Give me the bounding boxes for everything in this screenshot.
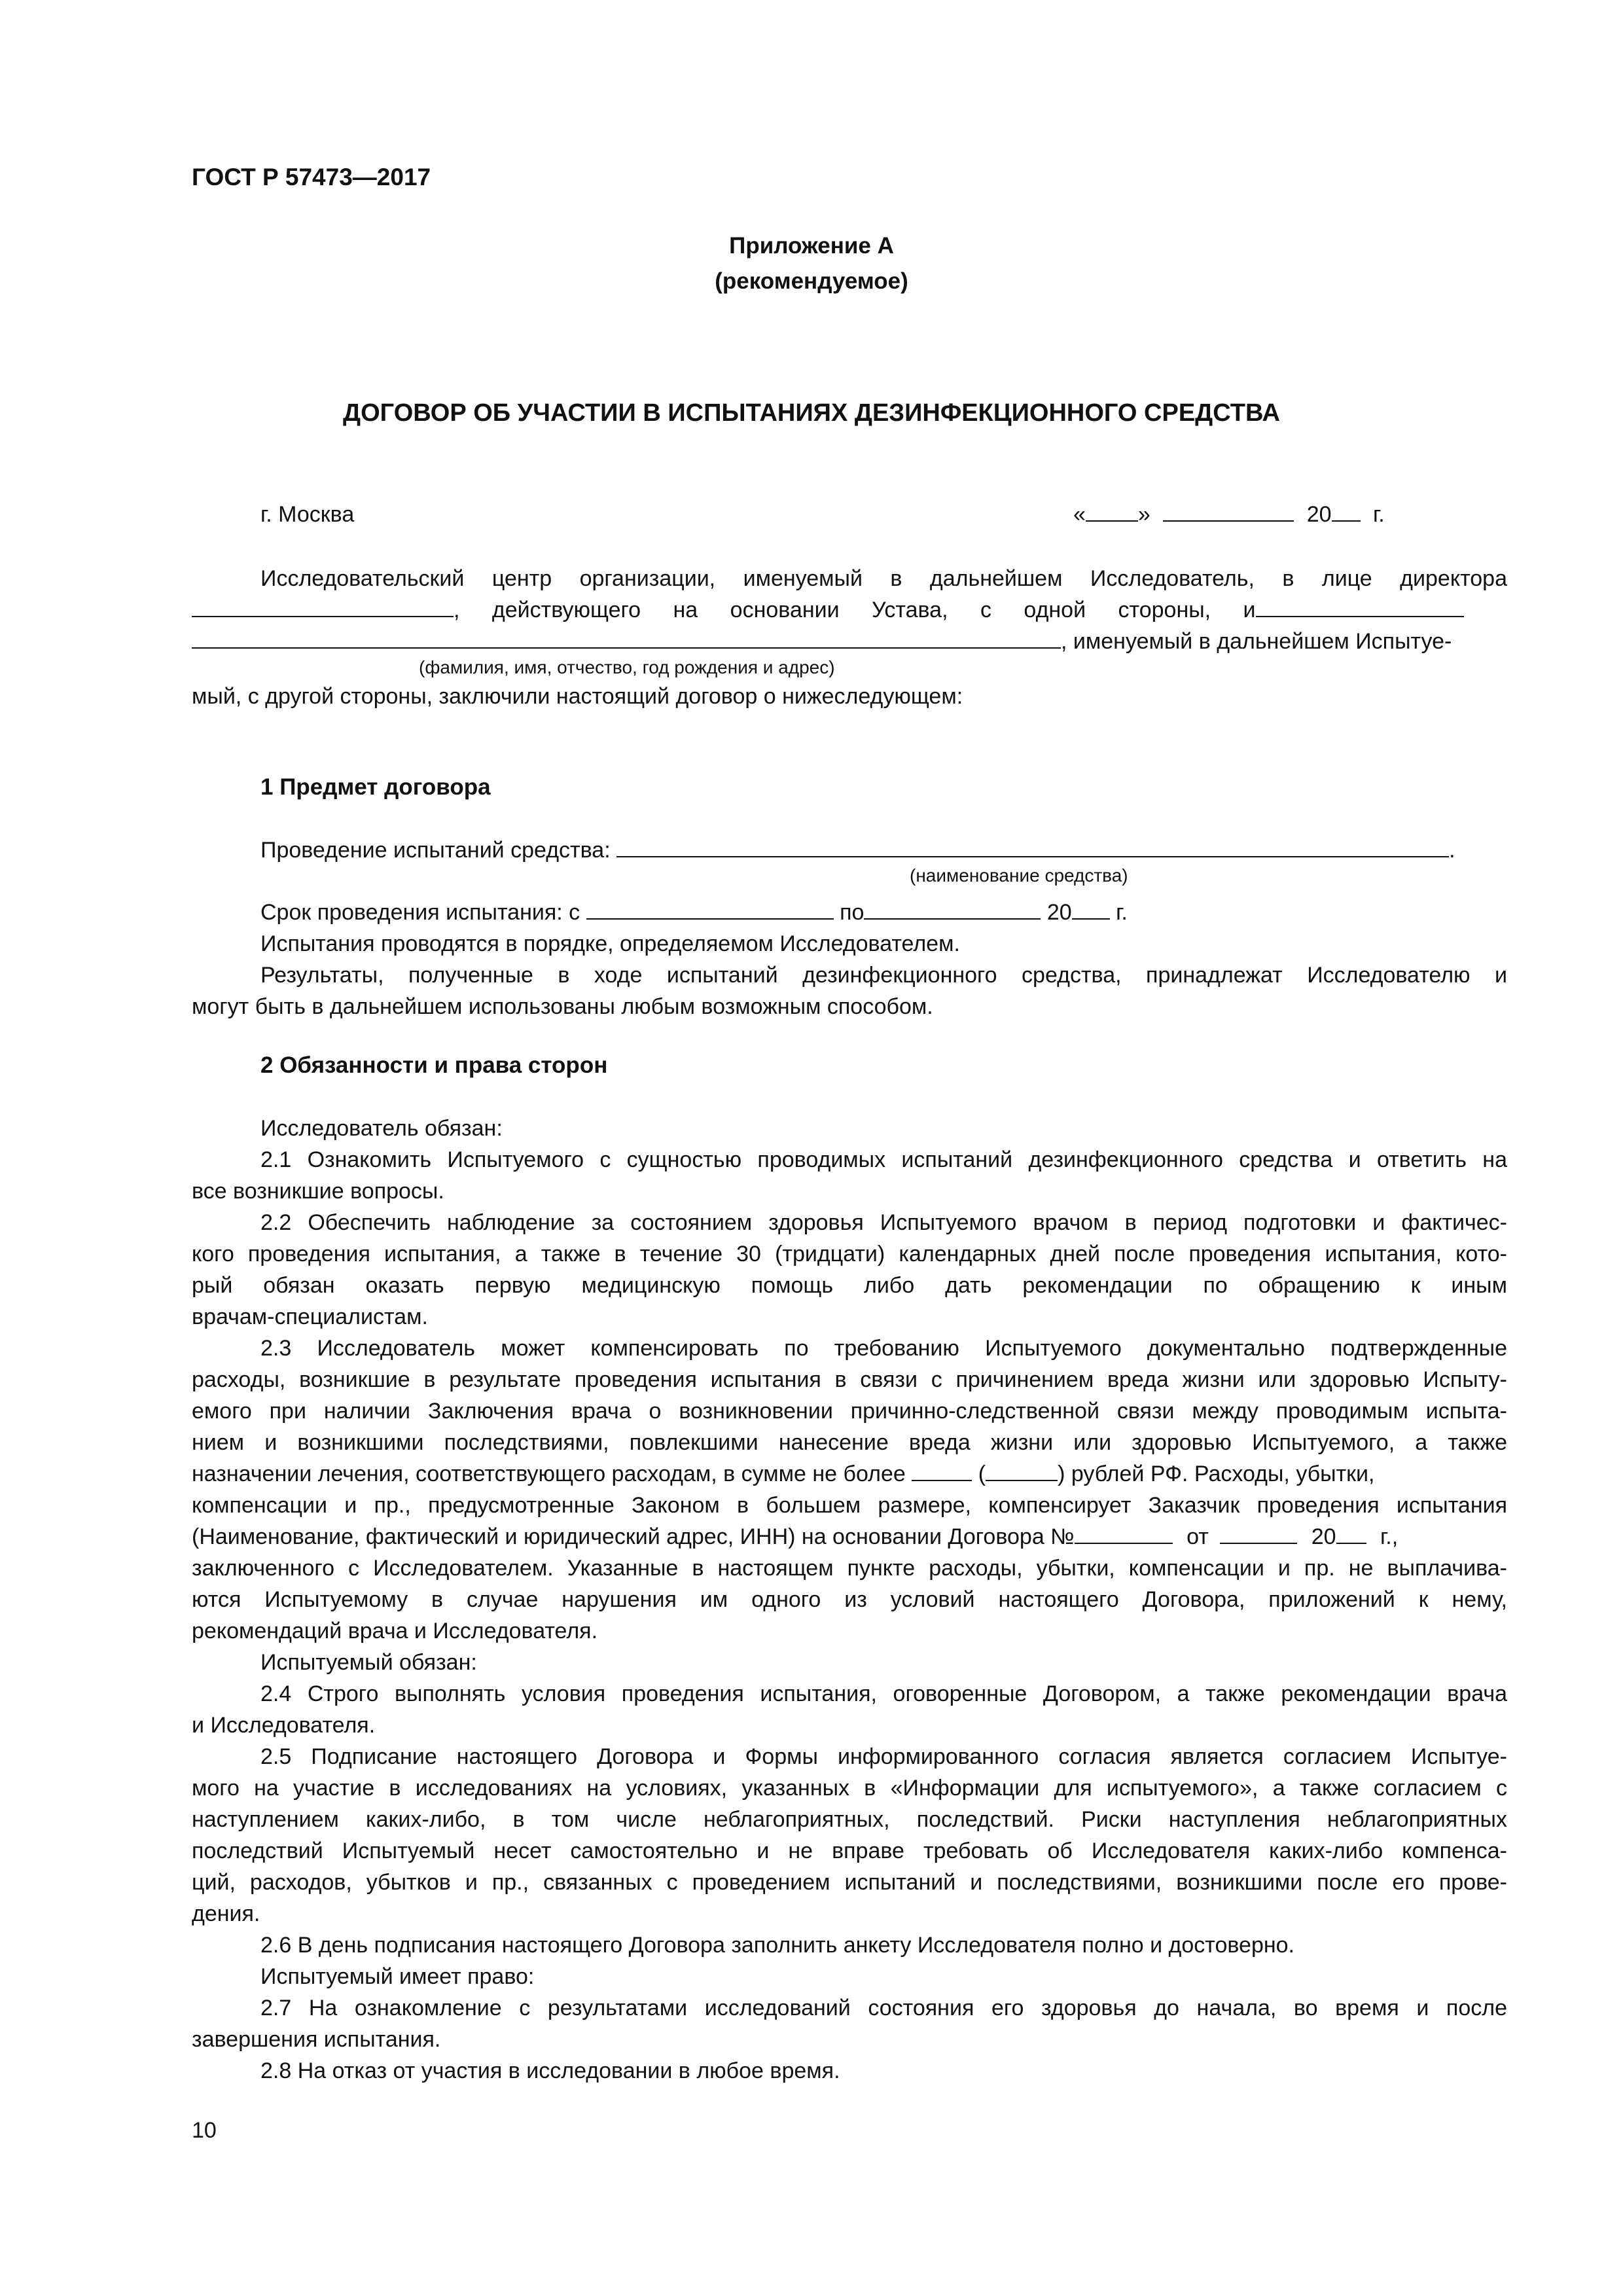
- contract-year-prefix: 20: [1311, 1524, 1336, 1549]
- period-year-blank: [1072, 899, 1110, 920]
- p23-line-1: 2.3 Исследователь может компенсировать по требованию Испытуемого документально подтвержденные: [260, 1336, 1507, 1361]
- p25-line-2: мого на участие в исследованиях на условиях, указанных в «Информации для испытуемого», а также согласием с: [192, 1776, 1507, 1801]
- start-date-blank: [586, 899, 834, 920]
- s1-line-1-text: Проведение испытаний средства:: [260, 838, 611, 863]
- period-label: Срок проведения испытания: с: [260, 900, 580, 925]
- p25-line-6: дения.: [192, 1901, 260, 1926]
- p25-line-1: 2.5 Подписание настоящего Договора и Формы информированного согласия является согласием Испытуе-: [260, 1744, 1507, 1769]
- researcher-obliged: Исследователь обязан:: [260, 1116, 503, 1141]
- p25-line-3: наступлением каких-либо, в том числе неблагоприятных, последствий. Риски наступления неблагоприятных: [192, 1807, 1507, 1832]
- preamble-line-3-text: , именуемый в дальнейшем Испытуе-: [1061, 629, 1452, 654]
- date-year-suffix: г.: [1373, 502, 1385, 527]
- preamble-line-2-text: , действующего на основании Устава, с одной стороны, и: [454, 598, 1256, 622]
- director-name-blank: [192, 596, 454, 617]
- p27-line-1: 2.7 На ознакомление с результатами исследований состояния его здоровья до начала, во время и после: [260, 1996, 1507, 2020]
- s1-line-3: Испытания проводятся в порядке, определяемом Исследователем.: [260, 931, 960, 956]
- p21-line-1: 2.1 Ознакомить Испытуемого с сущностью проводимых испытаний дезинфекционного средства и ответить на: [260, 1147, 1507, 1172]
- day-blank: [1086, 501, 1138, 522]
- amount-words-blank: [986, 1460, 1058, 1481]
- p27-line-2: завершения испытания.: [192, 2027, 441, 2052]
- preamble-line-4: мый, с другой стороны, заключили настоящий договор о нижеследующем:: [192, 684, 963, 709]
- s1-line-1: [260, 834, 1507, 866]
- period-year-prefix: 20: [1046, 900, 1072, 925]
- p23-line-5-text: назначении лечения, соответствующего расходам, в сумме не более: [192, 1462, 906, 1486]
- p23-line-7-text: (Наименование, фактический и юридический адрес, ИНН) на основании Договора №: [192, 1524, 1075, 1549]
- standard-number: ГОСТ Р 57473—2017: [192, 164, 431, 190]
- period-to-label: по: [840, 900, 865, 925]
- p23-line-2: расходы, возникшие в результате проведения испытания в связи с причинением вреда жизни или здоровью Испыту-: [192, 1367, 1507, 1392]
- s1-line-5: могут быть в дальнейшем использованы любым возможным способом.: [192, 994, 933, 1019]
- subject-details-caption: (фамилия, имя, отчество, год рождения и адрес): [419, 657, 835, 677]
- appendix-status: (рекомендуемое): [715, 268, 908, 294]
- period-year-suffix: г.: [1116, 900, 1128, 925]
- product-name-blank: [616, 836, 1449, 857]
- subject-rights: Испытуемый имеет право:: [260, 1964, 535, 1989]
- product-name-caption: (наименование средства): [910, 865, 1128, 886]
- p24-line-2: и Исследователя.: [192, 1713, 376, 1738]
- contract-year-suffix: г.,: [1380, 1524, 1399, 1549]
- amount-words-open: (: [978, 1462, 986, 1486]
- p28-line: 2.8 На отказ от участия в исследовании в любое время.: [260, 2058, 840, 2083]
- contract-date-label: от: [1186, 1524, 1209, 1549]
- p25-line-5: ций, расходов, убытков и пр., связанных с проведением испытаний и последствиями, возникшими после его прове-: [192, 1870, 1507, 1895]
- subject-obliged: Испытуемый обязан:: [260, 1650, 477, 1675]
- contract-year-blank: [1336, 1523, 1366, 1544]
- date-year-prefix: 20: [1306, 502, 1332, 527]
- p22-line-4: врачам-специалистам.: [192, 1304, 428, 1329]
- date-open-quote: «: [1073, 502, 1086, 527]
- p23-line-3: емого при наличии Заключения врача о возникновении причинно-следственной связи между проводимым испыта-: [192, 1399, 1507, 1424]
- p23-line-8: заключенного с Исследователем. Указанные в настоящем пункте расходы, убытки, компенсации и пр. не выплачива-: [192, 1556, 1507, 1581]
- preamble-line-2: [192, 594, 1507, 626]
- month-blank: [1163, 501, 1294, 522]
- contract-date-blank: [1220, 1523, 1297, 1544]
- p23-line-5-end: ) рублей РФ. Расходы, убытки,: [1058, 1462, 1375, 1486]
- appendix-title: Приложение А: [729, 233, 894, 259]
- date-close-quote: »: [1137, 502, 1150, 527]
- p22-line-2: кого проведения испытания, а также в течение 30 (тридцати) календарных дней после проведения испытания, кото-: [192, 1242, 1507, 1266]
- p23-line-6: компенсации и пр., предусмотренные Законом в большем размере, компенсирует Заказчик проведения испытания: [192, 1493, 1507, 1518]
- year-blank: [1332, 501, 1361, 522]
- p21-line-2: все возникшие вопросы.: [192, 1179, 444, 1204]
- city: г. Москва: [260, 502, 355, 527]
- contract-date: [1073, 499, 1385, 530]
- p23-line-5: [192, 1458, 1507, 1490]
- section-2-heading: 2 Обязанности и права сторон: [260, 1052, 608, 1078]
- p24-line-1: 2.4 Строго выполнять условия проведения испытания, оговоренные Договором, а также рекомендации врача: [260, 1681, 1507, 1706]
- preamble-line-3: [192, 626, 1507, 657]
- amount-blank: [912, 1460, 972, 1481]
- subject-details-blank: [192, 628, 1061, 649]
- s1-line-4: Результаты, полученные в ходе испытаний дезинфекционного средства, принадлежат Исследователю и: [260, 963, 1507, 988]
- section-1-heading: 1 Предмет договора: [260, 774, 491, 800]
- preamble-line-1: Исследовательский центр организации, именуемый в дальнейшем Исследователь, в лице директора: [260, 566, 1507, 591]
- p23-line-7: [192, 1521, 1507, 1552]
- p22-line-3: рый обязан оказать первую медицинскую помощь либо дать рекомендации по обращению к иным: [192, 1273, 1507, 1298]
- p22-line-1: 2.2 Обеспечить наблюдение за состоянием здоровья Испытуемого врачом в период подготовки и фактичес-: [260, 1210, 1507, 1235]
- p23-line-9: ются Испытуемому в случае нарушения им одного из условий настоящего Договора, приложений к нему,: [192, 1587, 1507, 1612]
- p26-line: 2.6 В день подписания настоящего Договора заполнить анкету Исследователя полно и достоверно.: [260, 1933, 1295, 1958]
- p25-line-4: последствий Испытуемый несет самостоятельно и не вправе требовать об Исследователя каких-либо компенса-: [192, 1839, 1507, 1863]
- p23-line-4: нием и возникшими последствиями, повлекшими нанесение вреда жизни или здоровью Испытуемого, а также: [192, 1430, 1507, 1455]
- s1-line-2: [260, 897, 1507, 928]
- contract-number-blank: [1075, 1523, 1173, 1544]
- page-number: 10: [192, 2118, 217, 2143]
- s1-line-1-end: .: [1449, 838, 1455, 863]
- document-title: ДОГОВОР ОБ УЧАСТИИ В ИСПЫТАНИЯХ ДЕЗИНФЕКЦИОННОГО СРЕДСТВА: [343, 399, 1280, 427]
- end-date-blank: [864, 899, 1041, 920]
- party-blank: [1256, 596, 1464, 617]
- p23-line-10: рекомендаций врача и Исследователя.: [192, 1619, 598, 1643]
